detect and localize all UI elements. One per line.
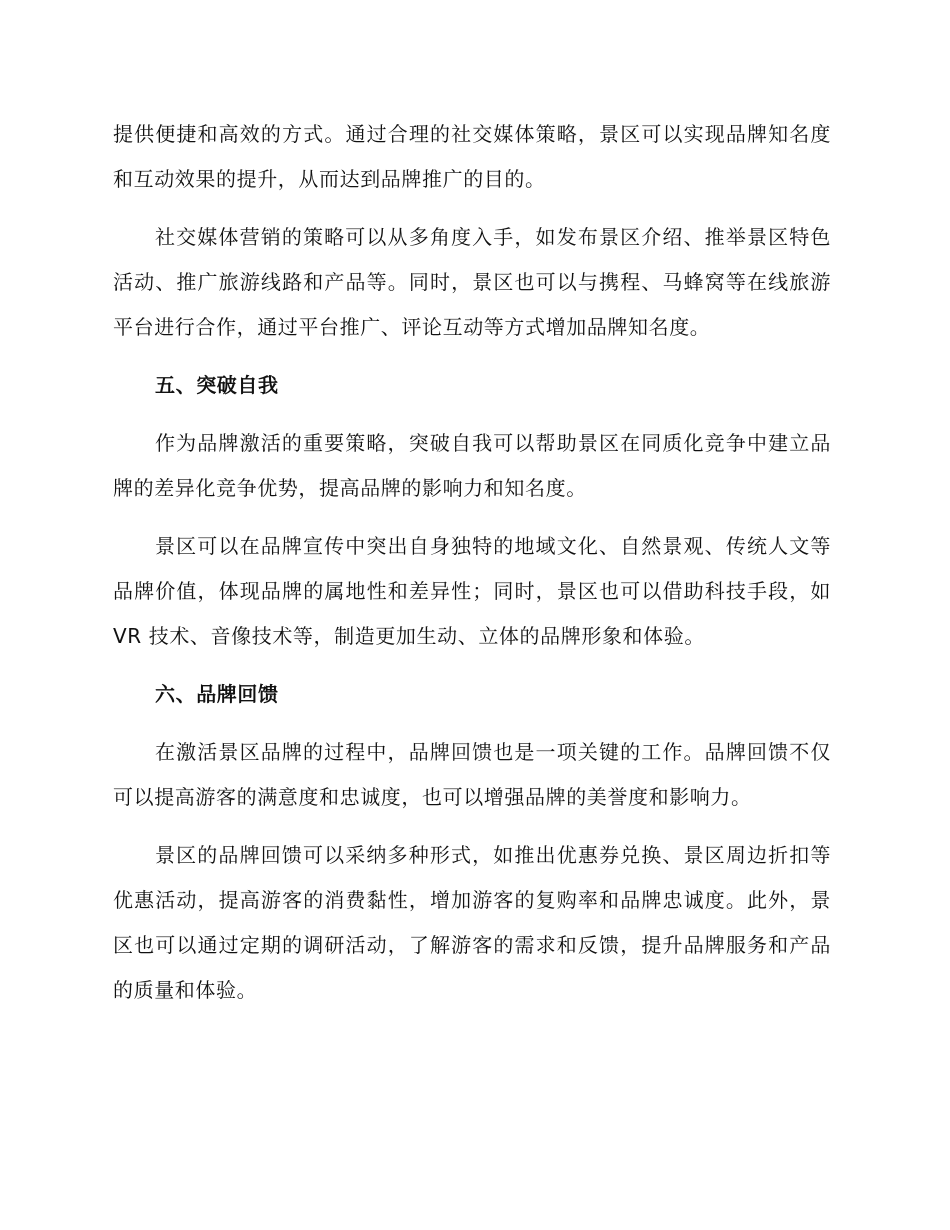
paragraph-social-media-strategy: 社交媒体营销的策略可以从多角度入手，如发布景区介绍、推举景区特色活动、推广旅游线路和产品等。同时，景区也可以与携程、马蜂窝等在线旅游平台进行合作，通过平台推广、评论互动等方式增加品牌知名度。 (113, 225, 831, 339)
paragraph-gap (113, 202, 831, 215)
paragraph-gap (113, 659, 831, 672)
paragraph-social-media-intro: 提供便捷和高效的方式。通过合理的社交媒体策略，景区可以实现品牌知名度和互动效果的提升，从而达到品牌推广的目的。 (113, 122, 831, 191)
section-heading-brand-feedback: 六、品牌回馈 (155, 682, 279, 706)
section-heading-breakthrough: 五、突破自我 (155, 373, 279, 397)
paragraph-feedback-forms: 景区的品牌回馈可以采纳多种形式，如推出优惠券兑换、景区周边折扣等优惠活动，提高游客的消费黏性，增加游客的复购率和品牌忠诚度。此外，景区也可以通过定期的调研活动，了解游客的需求和反馈，提升品牌服务和产品的质量和体验。 (113, 843, 831, 1002)
paragraph-gap (113, 408, 831, 421)
paragraph-breakthrough-purpose: 作为品牌激活的重要策略，突破自我可以帮助景区在同质化竞争中建立品牌的差异化竞争优势，提高品牌的影响力和知名度。 (113, 431, 831, 500)
paragraph-gap (113, 511, 831, 524)
document-body (113, 112, 831, 1013)
paragraph-gap (113, 717, 831, 730)
paragraph-breakthrough-methods: 景区可以在品牌宣传中突出自身独特的地域文化、自然景观、传统人文等品牌价值，体现品牌的属地性和差异性；同时，景区也可以借助科技手段，如 VR 技术、音像技术等，制造更加生动、立体的品牌形象和体验。 (113, 534, 831, 648)
paragraph-feedback-importance: 在激活景区品牌的过程中，品牌回馈也是一项关键的工作。品牌回馈不仅可以提高游客的满意度和忠诚度，也可以增强品牌的美誉度和影响力。 (113, 740, 831, 809)
paragraph-gap (113, 820, 831, 833)
paragraph-gap (113, 350, 831, 363)
